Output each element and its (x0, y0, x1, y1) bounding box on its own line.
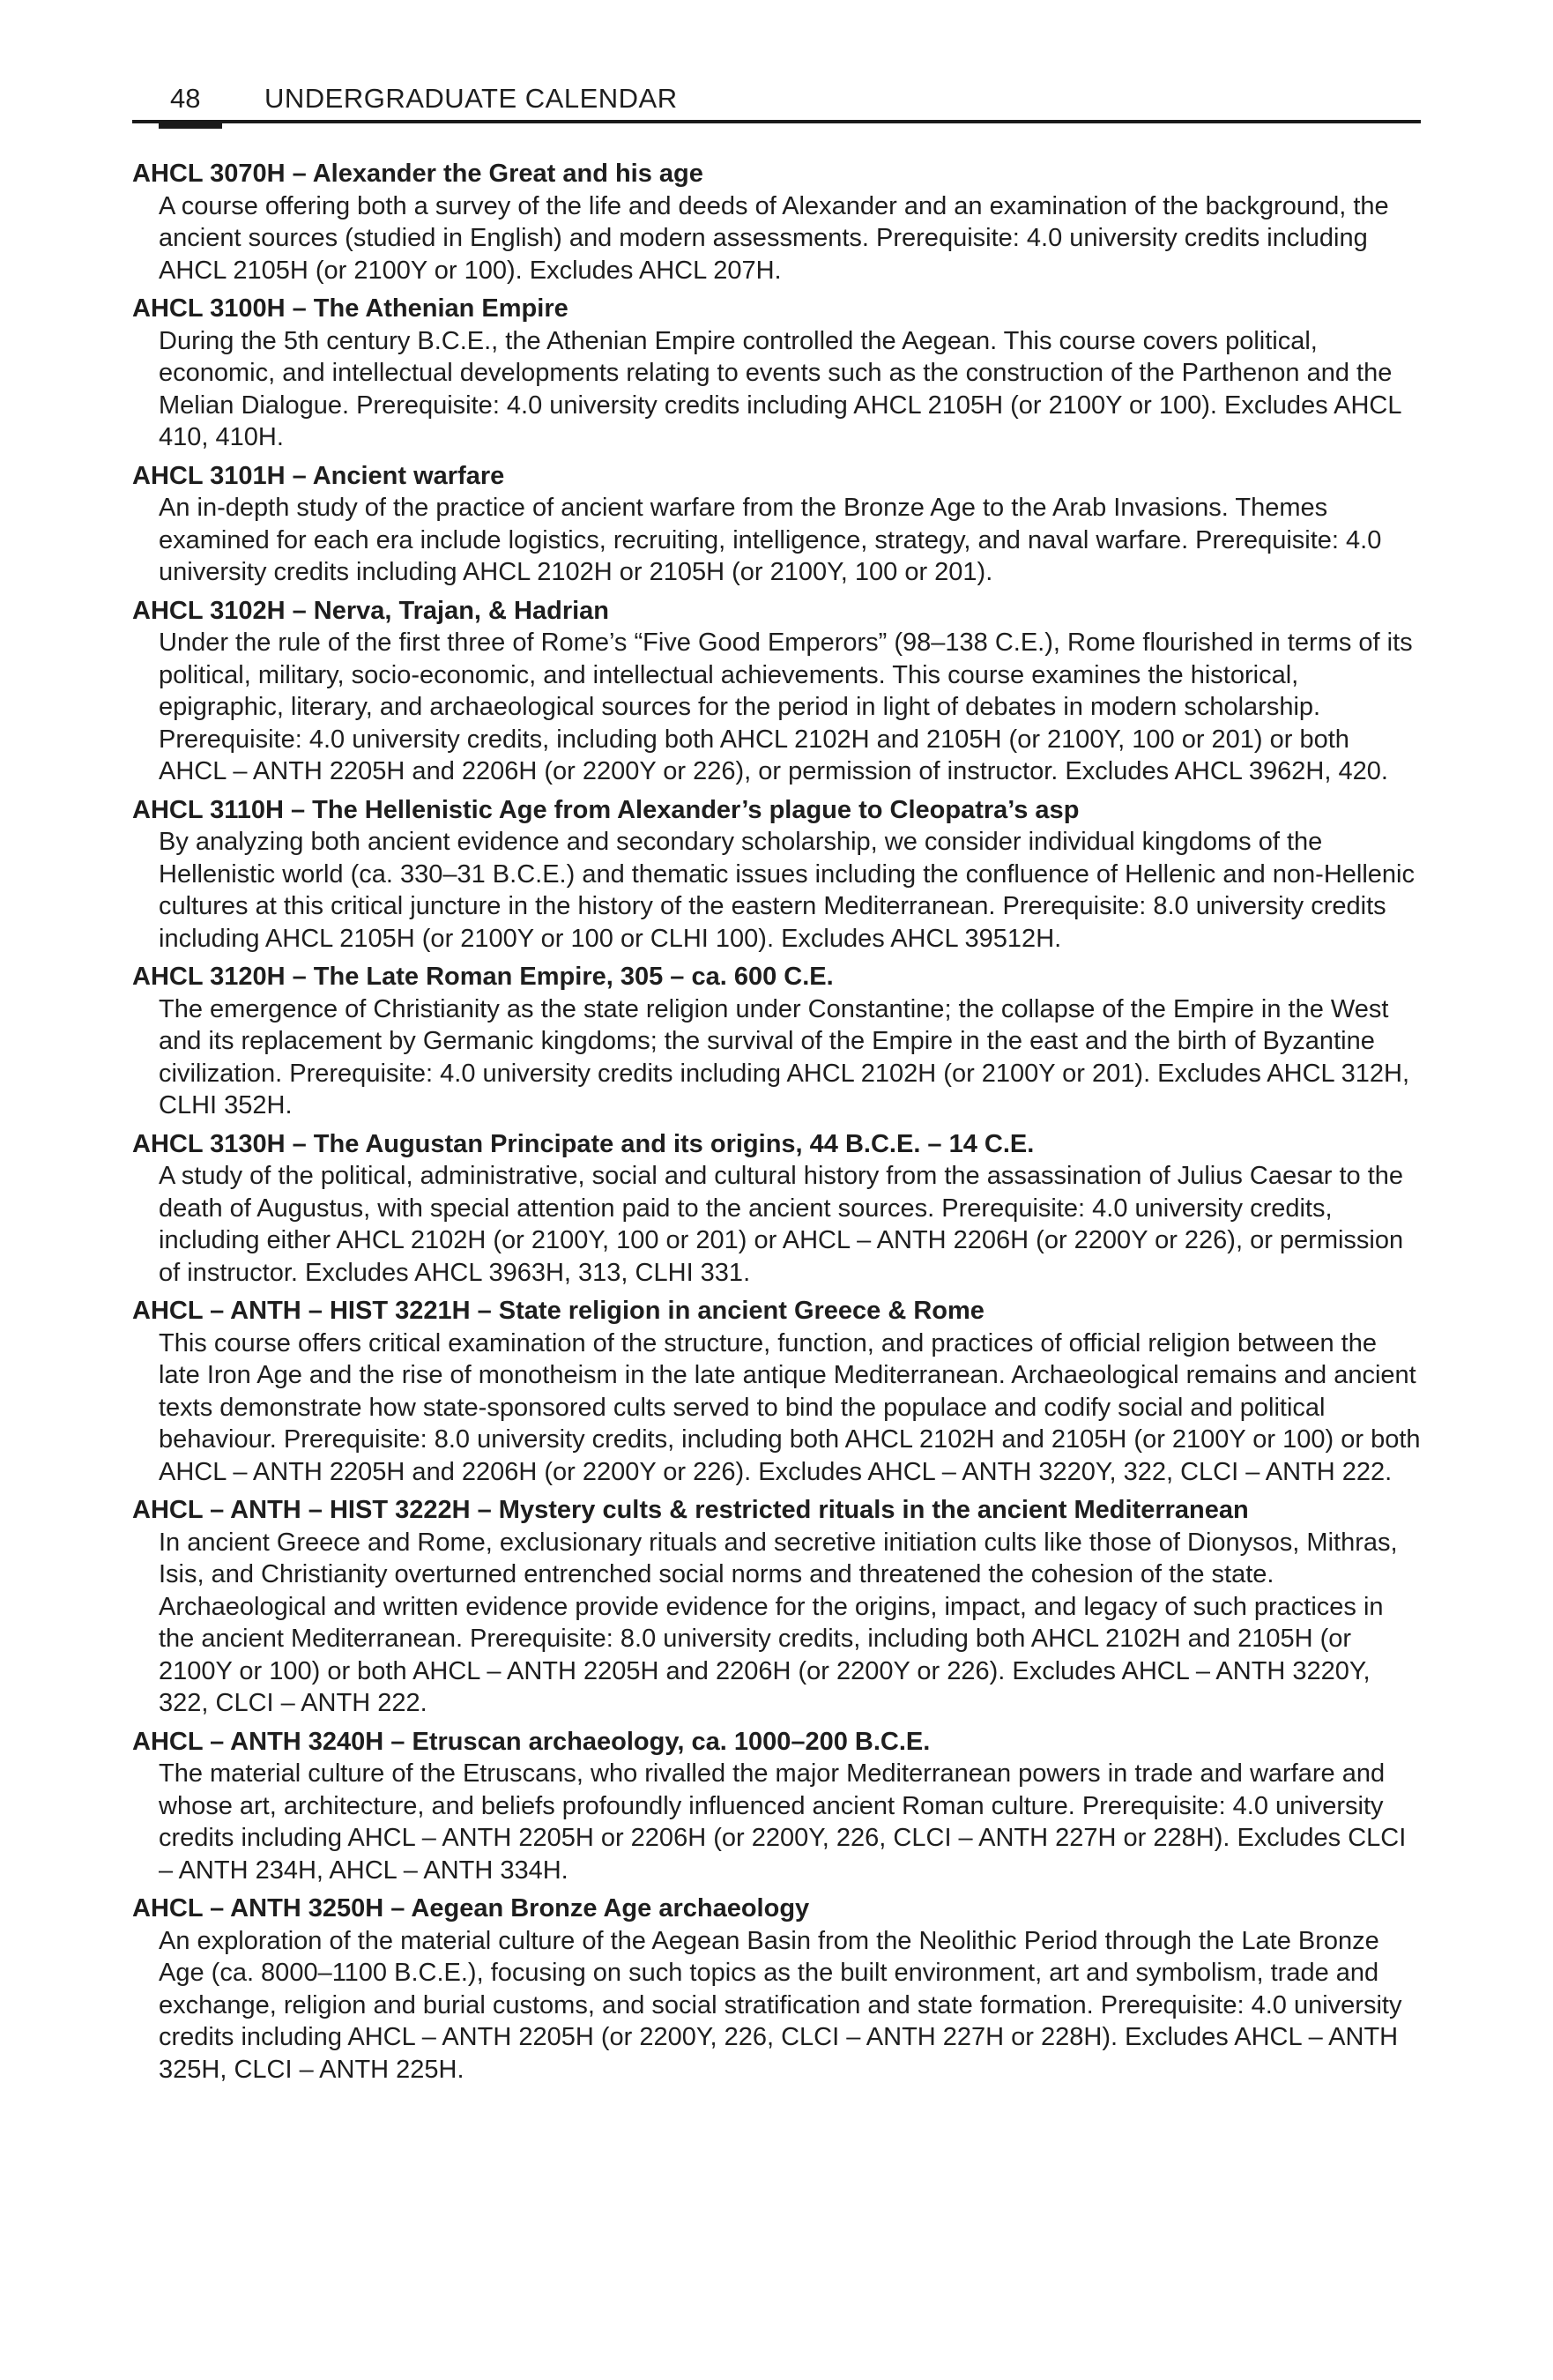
course-description: The material culture of the Etruscans, who rivalled the major Mediterranean powers in trade and warfare and whose art, architecture, and beliefs profoundly influenced ancient Roman culture. Prerequisite: 4.0 university credits including AHCL – ANTH 2205H or 2206H (or 2200Y, 226, CLCI – ANTH 227H or 228H). Excludes CLCI – ANTH 234H, AHCL – ANTH 334H. (159, 1759, 1407, 1885)
course-entry (132, 794, 1421, 956)
course-description: The emergence of Christianity as the state religion under Constantine; the collapse of the Empire in the West and its replacement by Germanic kingdoms; the survival of the Empire in the east and the birth of Byzantine civilization. Prerequisite: 4.0 university credits including AHCL 2102H (or 2100Y or 201). Excludes AHCL 312H, CLHI 352H. (159, 994, 1410, 1119)
course-description: A study of the political, administrative, social and cultural history from the assassination of Julius Caesar to the death of Augustus, with special attention paid to the ancient sources. Prerequisite: 4.0 university credits, including either AHCL 2102H (or 2100Y, 100 or 201) or AHCL – ANTH 2206H (or 2200Y or 226), or permission of instructor. Excludes AHCL 3963H, 313, CLHI 331. (159, 1162, 1404, 1287)
course-description: During the 5th century B.C.E., the Athenian Empire controlled the Aegean. This course covers political, economic, and intellectual developments relating to events such as the construction of the Parthenon and the Melian Dialogue. Prerequisite: 4.0 university credits including AHCL 2105H (or 2100Y or 100). Excludes AHCL 410, 410H. (159, 326, 1401, 451)
page-header (132, 81, 1421, 122)
page-number-tab (159, 120, 222, 129)
course-entry (132, 961, 1421, 1122)
course-description: Under the rule of the first three of Rome’s “Five Good Emperors” (98–138 C.E.), Rome flourished in terms of its political, military, socio-economic, and intellectual achievements. This course examines the historical, epigraphic, literary, and archaeological sources for the period in light of debates in modern scholarship. Prerequisite: 4.0 university credits, including both AHCL 2102H and 2105H (or 2100Y, 100 or 201) or both AHCL – ANTH 2205H and 2206H (or 2200Y or 226), or permission of instructor. Excludes AHCL 3962H, 420. (159, 628, 1413, 785)
course-title: AHCL 3120H – The Late Roman Empire, 305 – ca. 600 C.E. (132, 963, 834, 991)
course-entry (132, 158, 1421, 286)
course-description: An exploration of the material culture of the Aegean Basin from the Neolithic Period through the Late Bronze Age (ca. 8000–1100 B.C.E.), focusing on such topics as the built environment, art and symbolism, trade and exchange, religion and burial customs, and social stratification and state formation. Prerequisite: 4.0 university credits including AHCL – ANTH 2205H (or 2200Y, 226, CLCI – ANTH 227H or 228H). Excludes AHCL – ANTH 325H, CLCI – ANTH 225H. (159, 1926, 1402, 2084)
course-description: This course offers critical examination of the structure, function, and practices of official religion between the late Iron Age and the rise of monotheism in the late antique Mediterranean. Archaeological remains and ancient texts demonstrate how state-sponsored cults served to bind the populace and codify social and political behaviour. Prerequisite: 8.0 university credits, including both AHCL 2102H and 2105H (or 2100Y or 100) or both AHCL – ANTH 2205H and 2206H (or 2200Y or 226). Excludes AHCL – ANTH 3220Y, 322, CLCI – ANTH 222. (159, 1328, 1421, 1486)
course-description: A course offering both a survey of the life and deeds of Alexander and an examination of the background, the ancient sources (studied in English) and modern assessments. Prerequisite: 4.0 university credits including AHCL 2105H (or 2100Y or 100). Excludes AHCL 207H. (159, 191, 1389, 285)
course-entry (132, 1295, 1421, 1488)
course-entry (132, 293, 1421, 454)
course-list (132, 158, 1421, 2092)
course-entry (132, 1726, 1421, 1887)
course-entry (132, 1893, 1421, 2086)
course-title: AHCL 3101H – Ancient warfare (132, 461, 505, 490)
course-entry (132, 460, 1421, 589)
course-title: AHCL – ANTH – HIST 3221H – State religion in ancient Greece & Rome (132, 1297, 985, 1325)
course-title: AHCL 3110H – The Hellenistic Age from Alexander’s plague to Cleopatra’s asp (132, 795, 1080, 824)
course-title: AHCL 3130H – The Augustan Principate and its origins, 44 B.C.E. – 14 C.E. (132, 1129, 1035, 1158)
course-title: AHCL 3070H – Alexander the Great and his age (132, 160, 703, 188)
course-description: In ancient Greece and Rome, exclusionary rituals and secretive initiation cults like those of Dionysos, Mithras, Isis, and Christianity overturned entrenched social norms and threatened the cohesion of the state. Archaeological and written evidence provide evidence for the origins, impact, and legacy of such practices in the ancient Mediterranean. Prerequisite: 8.0 university credits, including both AHCL 2102H and 2105H (or 2100Y or 100) or both AHCL – ANTH 2205H and 2206H (or 2200Y or 226). Excludes AHCL – ANTH 3220Y, 322, CLCI – ANTH 222. (159, 1528, 1398, 1717)
course-description: By analyzing both ancient evidence and secondary scholarship, we consider individual kingdoms of the Hellenistic world (ca. 330–31 B.C.E.) and thematic issues including the confluence of Hellenic and non-Hellenic cultures at this critical juncture in the history of the eastern Mediterranean. Prerequisite: 8.0 university credits including AHCL 2105H (or 2100Y or 100 or CLHI 100). Excludes AHCL 39512H. (159, 828, 1415, 953)
course-title: AHCL – ANTH – HIST 3222H – Mystery cults & restricted rituals in the ancient Mediterranean (132, 1496, 1249, 1524)
running-title: UNDERGRADUATE CALENDAR (264, 83, 678, 114)
course-title: AHCL 3100H – The Athenian Empire (132, 294, 568, 323)
course-entry (132, 1128, 1421, 1290)
course-title: AHCL – ANTH 3250H – Aegean Bronze Age archaeology (132, 1894, 810, 1923)
header-rule (132, 120, 1421, 123)
page-number: 48 (170, 83, 201, 114)
course-description: An in-depth study of the practice of ancient warfare from the Bronze Age to the Arab Invasions. Themes examined for each era include logistics, recruiting, intelligence, strategy, and naval warfare. Prerequisite: 4.0 university credits including AHCL 2102H or 2105H (or 2100Y, 100 or 201). (159, 494, 1382, 586)
course-entry (132, 1494, 1421, 1720)
course-title: AHCL – ANTH 3240H – Etruscan archaeology, ca. 1000–200 B.C.E. (132, 1727, 931, 1756)
course-entry (132, 595, 1421, 788)
course-title: AHCL 3102H – Nerva, Trajan, & Hadrian (132, 596, 610, 625)
